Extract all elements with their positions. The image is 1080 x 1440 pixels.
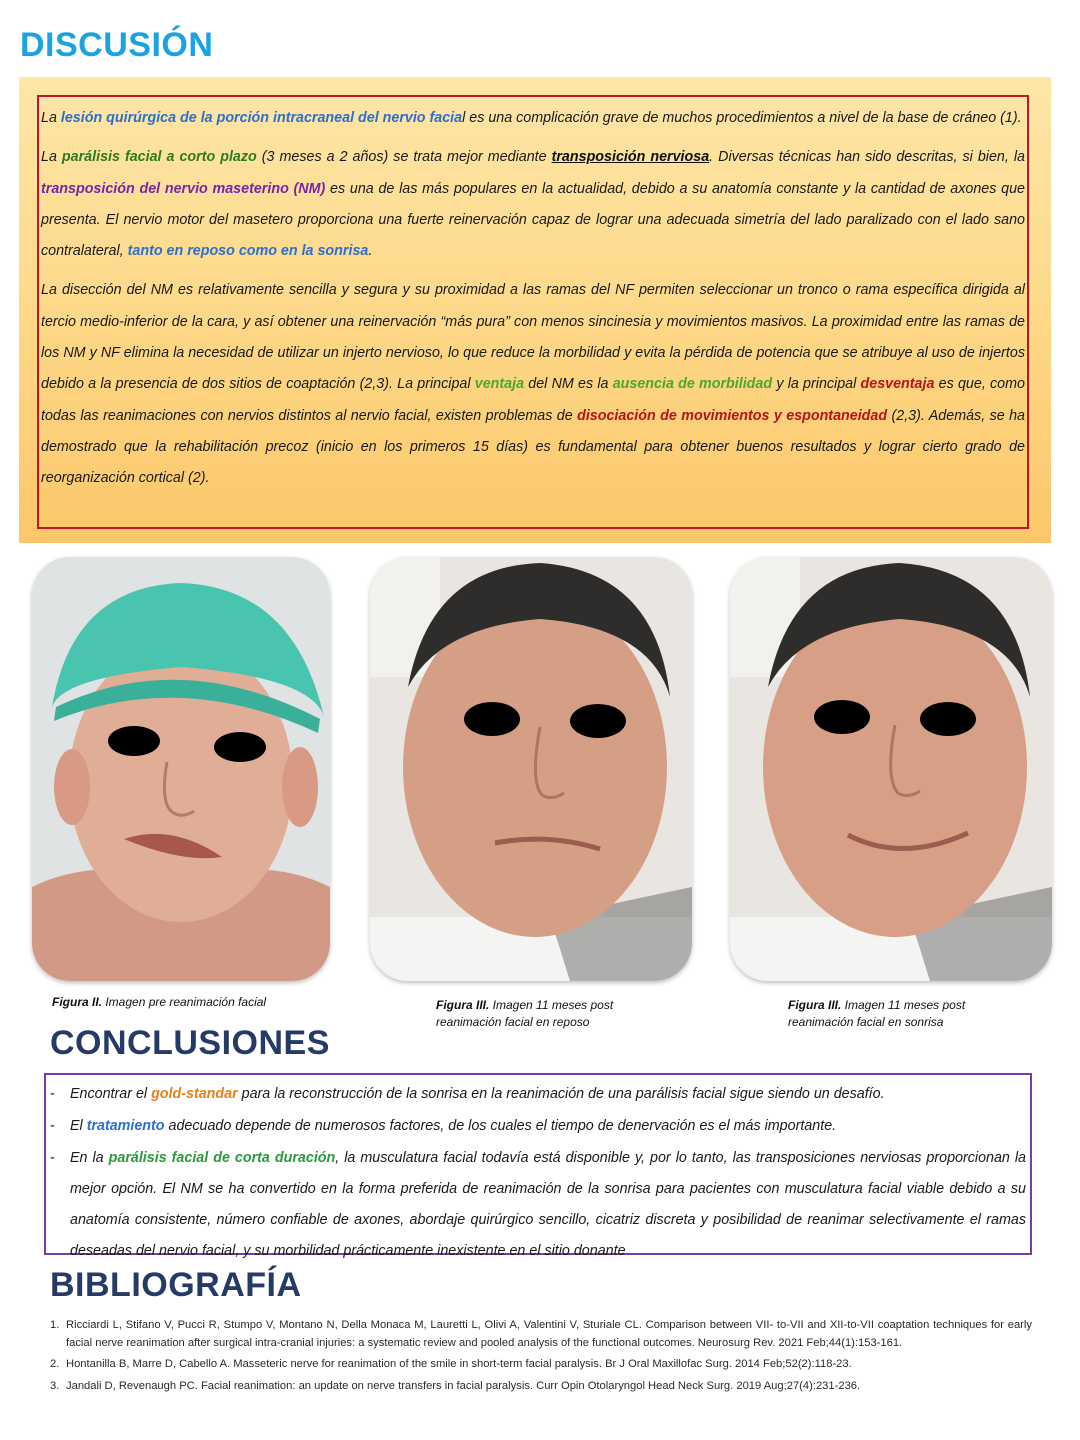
reference-number: 3.	[50, 1379, 60, 1392]
conclusions-box	[44, 1073, 1032, 1259]
figure-2-photo	[32, 557, 330, 981]
text-run: es que, como todas las reanimaciones con nervios distintos al nervio facial, existen problemas de	[41, 376, 1025, 424]
text-run: , la musculatura facial todavía está disponible y, por lo tanto, las transposiciones nerviosas proporcionan la mejor opción. El NM se ha convertido en la forma preferida de reanimación de la sonrisa para pacientes con musculatura facial viable debido a su anatomía consistente, número confiable de axones, abordaje quirúrgico sencillo, cicatriz discreta y posibilidad de reanimar selectivamente el ramas deseadas del nervio facial, y su morbilidad prácticamente inexistente en el sitio donante	[70, 1150, 1027, 1259]
conclusions-title: CONCLUSIONES	[50, 1024, 330, 1062]
text-run: l es una complicación grave de muchos procedimientos a nivel de la base de cráneo (1).	[462, 110, 1022, 126]
highlight-treatment: tratamiento	[86, 1118, 165, 1134]
highlight-advantage: ventaja	[474, 376, 525, 393]
figure-label: Figura III.	[436, 998, 490, 1012]
text-run: para la reconstrucción de la sonrisa en la reanimación de una parálisis facial sigue siendo un desafío.	[237, 1086, 885, 1102]
discussion-title: DISCUSIÓN	[20, 26, 214, 64]
figure-3-rest-photo	[370, 557, 692, 981]
text-run: (3 meses a 2 años) se trata mejor mediante	[256, 149, 552, 166]
discussion-text-box	[37, 95, 1029, 529]
text-run: del NM es la	[524, 376, 613, 393]
figure-label: Figura II.	[52, 995, 103, 1009]
text-run: adecuado depende de numerosos factores, de los cuales el tiempo de denervación es el más importante.	[164, 1118, 837, 1134]
discussion-paragraph-2	[41, 142, 1025, 267]
conclusion-item-2	[46, 1111, 1026, 1142]
conclusion-item-1	[46, 1079, 1026, 1110]
highlight-short-duration-paralysis: parálisis facial de corta duración	[108, 1150, 336, 1166]
reference-text: Ricciardi L, Stifano V, Pucci R, Stumpo V, Montano N, Della Monaca M, Lauretti L, Olivi A, Valentini V, Sturiale CL. Comparison between VII- to-VII and XII-to-VII coaptation techniques for early facial nerve reanimation after surgical intra-cranial injuries: a systematic review and pooled analysis of the functional outcomes. Neurosurg Rev. 2021 Feb;44(1):153-161.	[66, 1319, 1032, 1349]
text-run: La	[41, 110, 61, 126]
text-run: La disección del NM es relativamente sencilla y segura y su proximidad a las ramas del NF permiten seleccionar un tronco o rama específica dirigida al tercio medio-inferior de la cara, y así obtener una reinervación “más pura” con menos sincinesia y movimientos masivos. La proximidad entre las ramas de los NM y NF elimina la necesidad de utilizar un injerto nervioso, lo que reduce la morbilidad y evita la pérdida de potencia que se atribuye al uso de injertos debido a la presencia de dos sitios de coaptación (2,3). La principal	[41, 282, 1025, 393]
text-run: La	[41, 149, 62, 166]
reference-text: Jandali D, Revenaugh PC. Facial reanimation: an update on nerve transfers in facial paralysis. Curr Opin Otolaryngol Head Neck Surg. 2019 Aug;27(4):231-236.	[66, 1379, 861, 1392]
figure-3-smile-photo	[730, 557, 1052, 981]
figure-3-smile-caption	[788, 997, 1008, 1031]
highlight-rest-and-smile: tanto en reposo como en la sonrisa	[127, 243, 369, 260]
highlight-gold-standard: gold-standar	[151, 1086, 238, 1102]
bibliography-title: BIBLIOGRAFÍA	[50, 1266, 302, 1304]
text-run: . Diversas técnicas han sido descritas, si bien, la	[709, 149, 1025, 166]
highlight-intracranial-injury: lesión quirúrgica de la porción intracraneal del nervio facia	[60, 110, 463, 126]
discussion-paragraph-3	[41, 275, 1025, 494]
figure-2-caption	[52, 994, 342, 1011]
figure-text: Imagen 11 meses post reanimación facial en sonrisa	[788, 998, 966, 1029]
bibliography-item-3	[50, 1378, 1032, 1396]
bullet-dash: -	[50, 1150, 55, 1166]
highlight-no-morbidity: ausencia de morbilidad	[612, 376, 773, 393]
patient-pre-op-image	[32, 557, 330, 981]
conclusion-item-3	[46, 1143, 1026, 1267]
text-run: y la principal	[772, 376, 861, 393]
patient-rest-image	[370, 557, 692, 981]
bibliography-item-2	[50, 1356, 1032, 1374]
bibliography-list	[50, 1317, 1032, 1399]
highlight-masseteric-transposition: transposición del nervio maseterino (NM)	[41, 180, 326, 197]
discussion-panel	[19, 77, 1051, 543]
figure-label: Figura III.	[788, 998, 842, 1012]
reference-number: 2.	[50, 1358, 60, 1370]
bullet-dash: -	[50, 1086, 55, 1102]
text-run: Encontrar el	[70, 1086, 152, 1102]
reference-text: Hontanilla B, Marre D, Cabello A. Masseteric nerve for reanimation of the smile in short-term facial paralysis. Br J Oral Maxillofac Surg. 2014 Feb;52(2):118-23.	[66, 1358, 852, 1370]
text-run: (2,3). Además, se ha demostrado que la rehabilitación precoz (inicio en los primeros 15 días) es fundamental para obtener buenos resultados y lograr cierto grado de reorganización cortical (2).	[41, 407, 1025, 487]
highlight-disadvantage: desventaja	[860, 376, 935, 393]
figure-text: Imagen pre reanimación facial	[102, 995, 267, 1009]
bullet-dash: -	[50, 1118, 55, 1134]
bibliography-item-1	[50, 1317, 1032, 1352]
text-run: .	[368, 243, 373, 260]
text-run: es una de las más populares en la actualidad, debido a su anatomía constante y la cantidad de axones que presenta. El nervio motor del masetero proporciona una fuerte reinervación capaz de lograr una adecuada simetría del lado paralizado con el lado sano contralateral,	[41, 180, 1025, 260]
patient-smile-image	[730, 557, 1052, 981]
text-run: El	[70, 1118, 87, 1134]
highlight-nerve-transposition: transposición nerviosa	[551, 149, 710, 166]
figure-3-rest-caption	[436, 997, 656, 1031]
figure-text: Imagen 11 meses post reanimación facial en reposo	[436, 998, 614, 1029]
discussion-paragraph-1	[41, 103, 1025, 134]
text-run: En la	[70, 1150, 109, 1166]
reference-number: 1.	[50, 1319, 60, 1331]
highlight-short-term-paralysis: parálisis facial a corto plazo	[61, 149, 257, 166]
highlight-dissociation: disociación de movimientos y espontaneidad	[577, 407, 888, 424]
